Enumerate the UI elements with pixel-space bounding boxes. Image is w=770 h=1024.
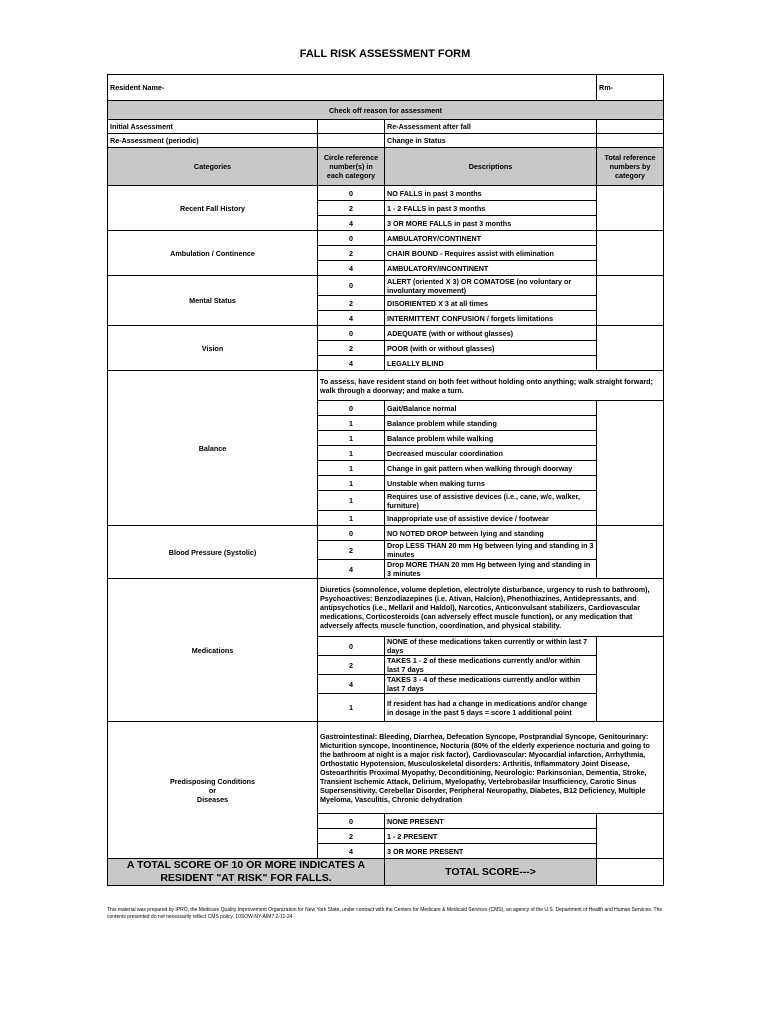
score-option[interactable]: 1 <box>318 461 385 476</box>
description: 1 - 2 FALLS in past 3 months <box>385 201 597 216</box>
at-risk-line1: A TOTAL SCORE OF 10 OR MORE INDICATES A <box>126 859 366 871</box>
score-option[interactable]: 2 <box>318 296 385 311</box>
description: Change in gait pattern when walking through doorway <box>385 461 597 476</box>
score-option[interactable]: 0 <box>318 231 385 246</box>
reassessment-after-fall-checkbox[interactable] <box>597 120 664 134</box>
description: NO NOTED DROP between lying and standing <box>385 526 597 541</box>
score-option[interactable]: 0 <box>318 814 385 829</box>
resident-name-label: Resident Name- <box>110 83 165 92</box>
category-medications: Medications <box>108 579 318 722</box>
predisposing-line1: Predisposing Conditions <box>169 776 256 786</box>
score-option[interactable]: 2 <box>318 541 385 560</box>
score-option[interactable]: 1 <box>318 511 385 526</box>
balance-instruction: To assess, have resident stand on both feet without holding onto anything; walk straight forward; walk through a doorway; and make a turn. <box>318 371 664 401</box>
resident-row <box>108 75 664 101</box>
category-recent-fall-history: Recent Fall History <box>108 186 318 231</box>
total-score-label: TOTAL SCORE---> <box>385 859 597 886</box>
reassessment-periodic-checkbox[interactable] <box>318 134 385 148</box>
description: INTERMITTENT CONFUSION / forgets limitations <box>385 311 597 326</box>
disclaimer <box>107 907 663 921</box>
score-option[interactable]: 0 <box>318 401 385 416</box>
description: NO FALLS in past 3 months <box>385 186 597 201</box>
description: POOR (with or without glasses) <box>385 341 597 356</box>
col-total-line1: Total reference <box>604 153 656 162</box>
description: Balance problem while walking <box>385 431 597 446</box>
description: 3 OR MORE FALLS in past 3 months <box>385 216 597 231</box>
description: NONE of these medications taken currently or within last 7 days <box>385 637 597 656</box>
score-option[interactable]: 2 <box>318 201 385 216</box>
predisposing-instruction: Gastrointestinal: Bleeding, Diarrhea, Defecation Syncope, Postprandial Syncope, Genitourinary: Micturition syncope, Incontinence, Nocturia (80% of the elderly experience nocturia and going to the bathroom at night is a major risk factor), Cardiovascular: Myocardial infarction, Arrhythmia, Orthostatic Hypotension, Musculoskeletal disorders: Arthritis, Inflammatory Joint Disease, Osteoarthritis Proximal Myopathy, Deconditioning, Neurologic: Parkinsonian, Dementia, Stroke, Transient Ischemic Attack, Delirium, Myelopathy, Vertebrobasilar Insufficiency, Carotic Sinus Supersensitivity, Cerebellar Disorder, Peripheral Neuropathy, Diabetes, B12 Deficiency, Multiple Myeloma, Vasculitis, Chronic dehydration <box>318 722 664 814</box>
at-risk-note <box>108 859 385 886</box>
score-option[interactable]: 4 <box>318 560 385 579</box>
category-vision: Vision <box>108 326 318 371</box>
col-circle-line3: each category <box>326 171 376 180</box>
description: AMBULATORY/CONTINENT <box>385 231 597 246</box>
description: If resident has had a change in medications and/or change in dosage in the past 5 days = score 1 additional point <box>385 694 597 722</box>
total-predisposing[interactable] <box>597 814 664 859</box>
category-mental-status: Mental Status <box>108 276 318 326</box>
description: Requires use of assistive devices (i.e., cane, w/c, walker, furniture) <box>385 491 597 511</box>
total-vision[interactable] <box>597 326 664 371</box>
room-label: Rm- <box>599 83 614 92</box>
score-option[interactable]: 1 <box>318 416 385 431</box>
score-option[interactable]: 1 <box>318 431 385 446</box>
predisposing-line2: or <box>208 785 217 795</box>
description: TAKES 3 - 4 of these medications currently and/or within last 7 days <box>385 675 597 694</box>
description: Drop MORE THAN 20 mm Hg between lying and standing in 3 minutes <box>385 560 597 579</box>
col-descriptions: Descriptions <box>385 148 597 186</box>
total-medications[interactable] <box>597 637 664 722</box>
score-option[interactable]: 4 <box>318 675 385 694</box>
score-option[interactable]: 1 <box>318 491 385 511</box>
col-circle-line1: Circle reference <box>323 153 379 162</box>
score-option[interactable]: 0 <box>318 326 385 341</box>
description: Inappropriate use of assistive device / footwear <box>385 511 597 526</box>
medications-instruction: Diuretics (somnolence, volume depletion, electrolyte disturbance, urgency to rush to bathroom), Psychoactives: Benzodiazepines (i.e. Ativan, Halcion), Phenothiazines, Antidepressants, and antipsychotics (i.e., Mellaril and Haldol), Narcotics, Anticonvulsant stabilizers, Cardiovascular medications, Corticosteroids (can adversely effect muscle function), or any medication that adversely affects muscle function, coordination, and physical stability. <box>318 579 664 637</box>
form-title: FALL RISK ASSESSMENT FORM <box>299 48 471 60</box>
col-circle-reference <box>318 148 385 186</box>
description: Balance problem while standing <box>385 416 597 431</box>
col-total-reference <box>597 148 664 186</box>
score-option[interactable]: 0 <box>318 276 385 296</box>
reassessment-after-fall-label: Re-Assessment after fall <box>385 120 597 134</box>
change-in-status-label: Change in Status <box>385 134 597 148</box>
description: Gait/Balance normal <box>385 401 597 416</box>
room-field[interactable] <box>597 75 664 101</box>
category-predisposing-conditions <box>108 722 318 859</box>
description: NONE PRESENT <box>385 814 597 829</box>
total-score-field[interactable] <box>597 859 664 886</box>
reassessment-periodic-label: Re-Assessment (periodic) <box>108 134 318 148</box>
category-blood-pressure: Blood Pressure (Systolic) <box>108 526 318 579</box>
description: 3 OR MORE PRESENT <box>385 844 597 859</box>
score-option[interactable]: 4 <box>318 216 385 231</box>
total-mental-status[interactable] <box>597 276 664 326</box>
col-circle-line2: number(s) in <box>329 162 373 171</box>
score-option[interactable]: 2 <box>318 341 385 356</box>
category-balance: Balance <box>108 371 318 526</box>
description: CHAIR BOUND - Requires assist with elimination <box>385 246 597 261</box>
initial-assessment-label: Initial Assessment <box>108 120 318 134</box>
initial-assessment-checkbox[interactable] <box>318 120 385 134</box>
check-off-header: Check off reason for assessment <box>108 101 664 120</box>
total-ambulation[interactable] <box>597 231 664 276</box>
score-option[interactable]: 4 <box>318 356 385 371</box>
resident-name-field[interactable] <box>108 75 597 101</box>
score-option[interactable]: 1 <box>318 476 385 491</box>
description: TAKES 1 - 2 of these medications currently and/or within last 7 days <box>385 656 597 675</box>
total-balance[interactable] <box>597 401 664 526</box>
description: ALERT (oriented X 3) OR COMATOSE (no voluntary or involuntary movement) <box>385 276 597 296</box>
score-option[interactable]: 0 <box>318 526 385 541</box>
score-option[interactable]: 2 <box>318 246 385 261</box>
description: DISORIENTED X 3 at all times <box>385 296 597 311</box>
fall-risk-table <box>107 74 664 886</box>
change-in-status-checkbox[interactable] <box>597 134 664 148</box>
predisposing-line3: Diseases <box>196 794 229 804</box>
description: LEGALLY BLIND <box>385 356 597 371</box>
score-option[interactable]: 2 <box>318 829 385 844</box>
at-risk-line2: RESIDENT "AT RISK" FOR FALLS. <box>160 872 332 885</box>
description: 1 - 2 PRESENT <box>385 829 597 844</box>
disclaimer-line1: This material was prepared by IPRO, the Medicare Quality Improvement Organization for New York State, under contract with the Centers for Medicare & Medicaid Services (CMS), an agency of the U.S. Department of Health and Human Services. The <box>107 907 663 913</box>
description: Decreased muscular coordination <box>385 446 597 461</box>
col-total-line2: numbers by <box>609 162 651 171</box>
score-option[interactable]: 4 <box>318 311 385 326</box>
score-option[interactable]: 4 <box>318 261 385 276</box>
description: Unstable when making turns <box>385 476 597 491</box>
score-option[interactable]: 0 <box>318 186 385 201</box>
description: AMBULATORY/INCONTINENT <box>385 261 597 276</box>
disclaimer-line2: contents presented do not necessarily reflect CMS policy. 10SOW-NY-AIM7.2-11-24 <box>107 914 293 920</box>
total-recent-fall[interactable] <box>597 186 664 231</box>
score-option[interactable]: 1 <box>318 694 385 722</box>
score-option[interactable]: 0 <box>318 637 385 656</box>
category-ambulation-continence: Ambulation / Continence <box>108 231 318 276</box>
score-option[interactable]: 4 <box>318 844 385 859</box>
score-option[interactable]: 1 <box>318 446 385 461</box>
score-option[interactable]: 2 <box>318 656 385 675</box>
total-blood-pressure[interactable] <box>597 526 664 579</box>
description: ADEQUATE (with or without glasses) <box>385 326 597 341</box>
col-total-line3: category <box>615 171 646 180</box>
description: Drop LESS THAN 20 mm Hg between lying and standing in 3 minutes <box>385 541 597 560</box>
col-categories: Categories <box>108 148 318 186</box>
